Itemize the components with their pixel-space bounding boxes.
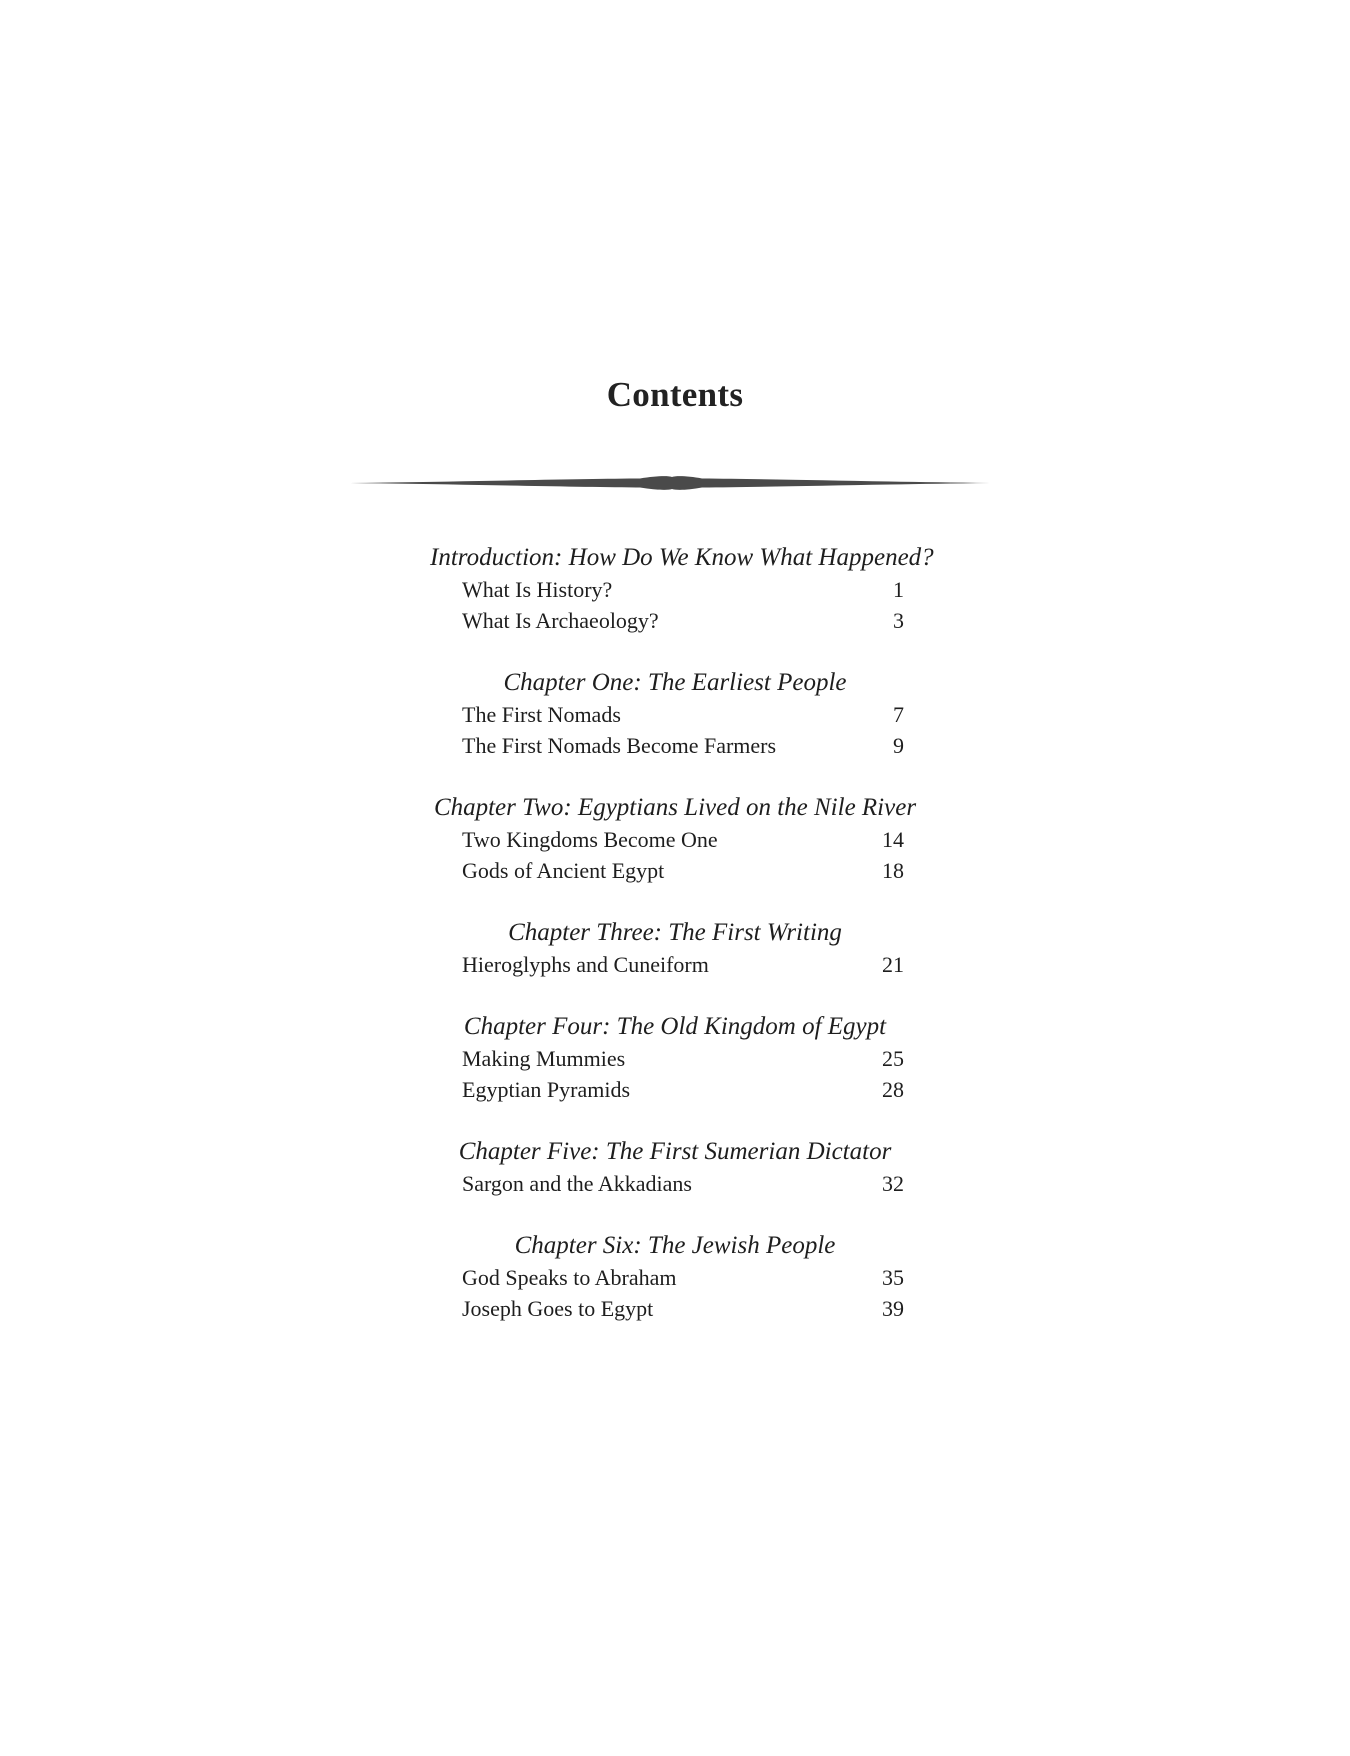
entry-title: What Is Archaeology? <box>462 608 659 633</box>
toc-entry[interactable] <box>462 1293 904 1324</box>
toc-entry[interactable] <box>462 949 904 980</box>
toc-entry[interactable] <box>462 730 904 761</box>
entry-page-number: 28 <box>882 1077 904 1102</box>
divider-ornament <box>350 474 990 492</box>
entry-page-number: 9 <box>893 733 904 758</box>
toc-section-chapter-three <box>430 917 920 980</box>
entry-page-number: 35 <box>882 1265 904 1290</box>
entry-title: Hieroglyphs and Cuneiform <box>462 952 709 977</box>
table-of-contents <box>430 542 934 1355</box>
entry-page-number: 21 <box>882 952 904 977</box>
toc-entry[interactable] <box>462 824 904 855</box>
entry-page-number: 1 <box>893 577 904 602</box>
entry-title: Sargon and the Akkadians <box>462 1171 692 1196</box>
chapter-heading[interactable]: Chapter Four: The Old Kingdom of Egypt <box>463 1013 887 1040</box>
page-title: Contents <box>606 375 744 414</box>
toc-section-chapter-six <box>430 1230 920 1324</box>
toc-section-introduction <box>430 542 934 636</box>
chapter-heading[interactable]: Chapter One: The Earliest People <box>503 669 847 696</box>
entry-title: The First Nomads Become Farmers <box>462 733 777 758</box>
entry-title: God Speaks to Abraham <box>462 1265 677 1290</box>
toc-entry[interactable] <box>462 1074 904 1105</box>
chapter-heading[interactable]: Introduction: How Do We Know What Happened? <box>430 544 934 571</box>
toc-entry[interactable] <box>462 699 904 730</box>
entry-title: Egyptian Pyramids <box>462 1077 631 1102</box>
chapter-heading[interactable]: Chapter Six: The Jewish People <box>514 1232 836 1259</box>
entry-page-number: 18 <box>882 858 904 883</box>
toc-entry[interactable] <box>462 605 904 636</box>
chapter-heading[interactable]: Chapter Three: The First Writing <box>508 919 842 946</box>
toc-entry[interactable] <box>462 1262 904 1293</box>
toc-section-chapter-two <box>430 792 920 886</box>
entry-page-number: 14 <box>882 827 904 852</box>
entry-title: Gods of Ancient Egypt <box>462 858 665 883</box>
chapter-heading[interactable]: Chapter Five: The First Sumerian Dictator <box>458 1138 892 1165</box>
toc-section-chapter-four <box>430 1011 920 1105</box>
entry-page-number: 25 <box>882 1046 904 1071</box>
toc-entry[interactable] <box>462 855 904 886</box>
entry-page-number: 39 <box>882 1296 904 1321</box>
toc-entry[interactable] <box>462 1043 904 1074</box>
chapter-heading[interactable]: Chapter Two: Egyptians Lived on the Nile River <box>433 794 917 821</box>
entry-title: Making Mummies <box>462 1046 626 1071</box>
entry-title: What Is History? <box>462 577 613 602</box>
entry-title: Joseph Goes to Egypt <box>462 1296 654 1321</box>
toc-section-chapter-one <box>430 667 920 761</box>
entry-page-number: 32 <box>882 1171 904 1196</box>
entry-page-number: 3 <box>893 608 904 633</box>
toc-entry[interactable] <box>462 1168 904 1199</box>
entry-title: The First Nomads <box>462 702 621 727</box>
toc-section-chapter-five <box>430 1136 920 1199</box>
toc-entry[interactable] <box>462 574 904 605</box>
entry-title: Two Kingdoms Become One <box>462 827 718 852</box>
entry-page-number: 7 <box>893 702 904 727</box>
